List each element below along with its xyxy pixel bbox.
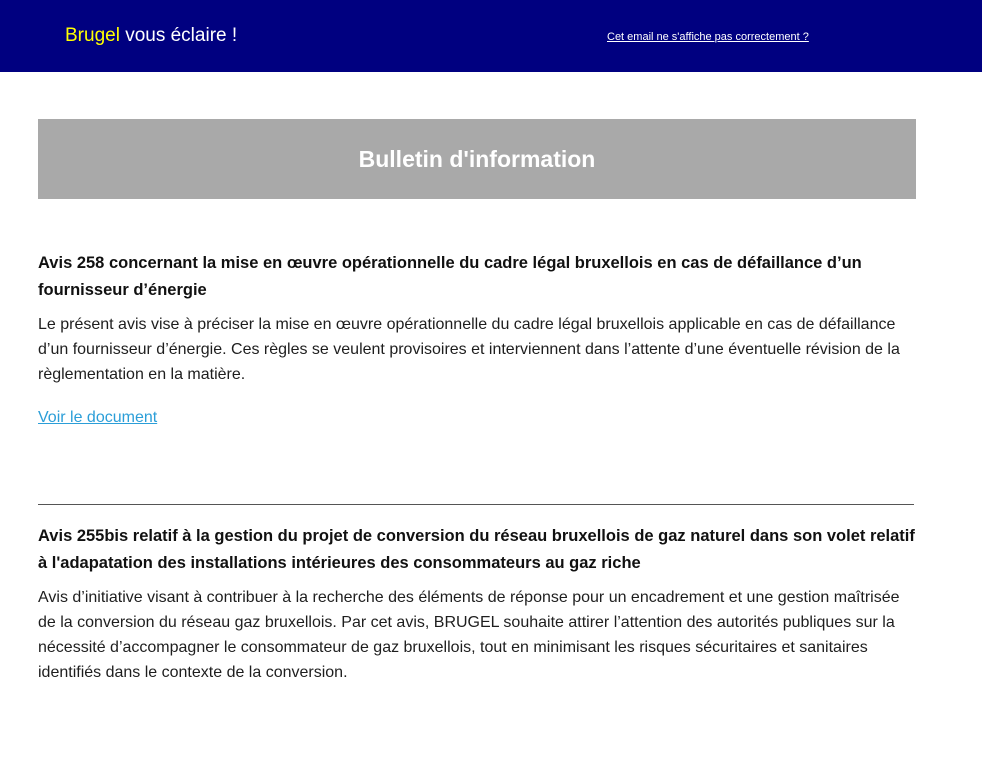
article-title: Avis 258 concernant la mise en œuvre opérationnelle du cadre légal bruxellois en cas de défaillance d’un fournisseur d’énergie xyxy=(38,254,862,299)
bulletin-title: Bulletin d'information xyxy=(358,146,596,172)
view-document-link[interactable]: Voir le document xyxy=(38,409,158,426)
article-title: Avis 255bis relatif à la gestion du projet de conversion du réseau bruxellois de gaz naturel dans son volet relatif à l'adapatation des installations intérieures des consommateurs au gaz riche xyxy=(38,527,915,572)
brand-title xyxy=(65,24,237,48)
article-body: Avis d’initiative visant à contribuer à la recherche des éléments de réponse pour un encadrement et une gestion maîtrisée de la conversion du réseau gaz bruxellois. Par cet avis, BRUGEL souhaite attirer l’attention des autorités publiques sur la nécessité d’accompagner le consommateur de gaz bruxellois, tout en minimisant les risques sécuritaires et sanitaires identifiés dans le contexte de la conversion. xyxy=(38,589,900,681)
brand-tagline: vous éclaire ! xyxy=(119,25,238,46)
article-avis-255bis xyxy=(38,523,918,685)
brand-name: Brugel xyxy=(65,25,120,46)
header-bar xyxy=(0,0,982,72)
view-in-browser-link[interactable]: Cet email ne s'affiche pas correctement ? xyxy=(607,31,809,43)
bulletin-banner xyxy=(38,119,916,199)
article-body: Le présent avis vise à préciser la mise en œuvre opérationnelle du cadre légal bruxellois applicable en cas de défaillance d’un fournisseur d’énergie. Ces règles se veulent provisoires et interviennent dans l’attente d’une éventuelle révision de la règlementation en la matière. xyxy=(38,316,900,383)
article-divider xyxy=(38,504,914,505)
article-avis-258 xyxy=(38,250,918,429)
